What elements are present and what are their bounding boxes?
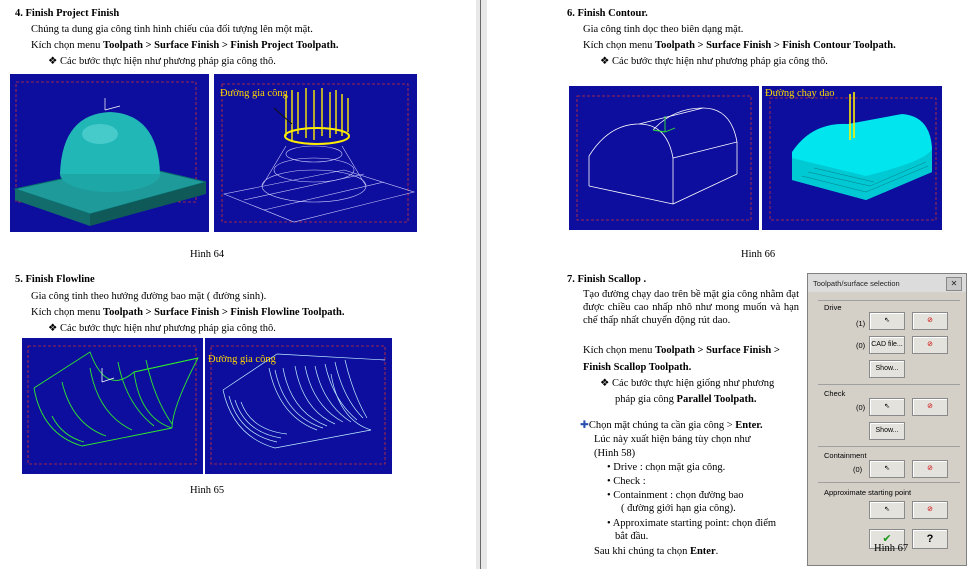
section-7-bullet-2: pháp gia công Parallel Toolpath. xyxy=(615,394,757,405)
clear-selection-icon: ⊘ xyxy=(927,506,933,513)
drive-group-divider xyxy=(818,300,960,302)
section-4-heading: 4. Finish Project Finish xyxy=(15,8,120,19)
drive-clear-button[interactable] xyxy=(912,312,948,330)
drive-select-button[interactable] xyxy=(869,312,905,330)
cursor-arrow-icon: ⇖ xyxy=(884,506,890,513)
section-5-heading: 5. Finish Flowline xyxy=(15,274,95,285)
cursor-arrow-icon: ⇖ xyxy=(884,465,890,472)
figure-65a-surface xyxy=(22,338,203,474)
page-divider xyxy=(480,0,481,569)
caption-66: Hình 66 xyxy=(741,249,776,260)
cursor-arrow-icon: ⇖ xyxy=(884,317,890,324)
drive-label: Drive xyxy=(824,303,842,312)
figure-65b-toolpath xyxy=(205,338,392,474)
section-7-para: Tạo đường chạy dao trên bề mặt gia công nhằm đạt được chiều cao nhấp nhô như mong muốn và hạn chế thấp nhất chuyển động rút dao. xyxy=(583,289,799,326)
clear-selection-icon: ⊘ xyxy=(927,341,933,348)
list-item: • Containment : chọn đường bao xyxy=(607,490,744,501)
section-7-step: ✚Chọn mặt chúng ta cần gia công > Enter. xyxy=(580,420,763,431)
caption-64: Hình 64 xyxy=(190,249,225,260)
cad-file-clear-button[interactable] xyxy=(912,336,948,354)
clear-selection-icon: ⊘ xyxy=(927,317,933,324)
containment-label: Containment xyxy=(824,451,867,460)
section-6-menu: Kích chọn menu Toolpath > Surface Finish > Finish Contour Toolpath. xyxy=(583,40,896,51)
check-show-button[interactable]: Show... xyxy=(869,422,905,440)
cad-file-button[interactable]: CAD file... xyxy=(869,336,905,354)
question-icon: ? xyxy=(926,533,934,545)
approx-start-label: Approximate starting point xyxy=(824,488,912,497)
figure-64b-toolpath xyxy=(214,74,417,232)
section-7-after: Sau khi chúng ta chọn Enter. xyxy=(594,546,719,557)
check-clear-button[interactable] xyxy=(912,398,948,416)
left-page xyxy=(0,0,476,569)
section-7-menu: Kích chọn menu Toolpath > Surface Finish > xyxy=(583,345,780,356)
approx-group-divider xyxy=(818,482,960,484)
containment-clear-button[interactable] xyxy=(912,460,948,478)
dialog-title: Toolpath/surface selection xyxy=(813,279,900,288)
caption-67: Hình 67 xyxy=(874,543,909,554)
caption-65: Hình 65 xyxy=(190,485,225,496)
drive-count-2: (0) xyxy=(856,341,866,350)
close-button[interactable]: ✕ xyxy=(946,277,962,291)
section-5-menu: Kích chọn menu Toolpath > Surface Finish > Finish Flowline Toolpath. xyxy=(31,307,345,318)
containment-select-button[interactable] xyxy=(869,460,905,478)
check-label: Check xyxy=(824,389,846,398)
section-6-bullet: ❖ Các bước thực hiện như phương pháp gia công thô. xyxy=(600,56,828,67)
section-7-step-l3: (Hình 58) xyxy=(594,448,636,459)
dialog-titlebar xyxy=(808,274,966,292)
clear-selection-icon: ⊘ xyxy=(927,465,933,472)
section-6-heading: 6. Finish Contour. xyxy=(567,8,648,19)
check-group-divider xyxy=(818,384,960,386)
figure-64a-dome xyxy=(10,74,209,232)
figure-66-label: Đường chạy dao xyxy=(765,88,835,99)
list-item: ( đường giới hạn gia công). xyxy=(621,503,736,514)
section-7-heading: 7. Finish Scallop . xyxy=(567,274,647,285)
approx-select-button[interactable] xyxy=(869,501,905,519)
help-button[interactable] xyxy=(912,529,948,549)
list-item: • Drive : chọn mặt gia công. xyxy=(607,462,726,473)
list-item: bắt đầu. xyxy=(615,531,649,542)
list-item: • Check : xyxy=(607,476,646,487)
section-4-desc: Chúng ta dung gia công tinh hình chiếu của đối tượng lên một mặt. xyxy=(31,24,313,35)
figure-65-label: Đường gia công xyxy=(208,354,276,365)
section-7-bullet-1: ❖ Các bước thực hiện giống như phương xyxy=(600,378,775,389)
toolpath-surface-selection-dialog xyxy=(807,273,967,566)
containment-group-divider xyxy=(818,446,960,448)
drive-show-button[interactable]: Show... xyxy=(869,360,905,378)
containment-count: (0) xyxy=(853,465,863,474)
check-select-button[interactable] xyxy=(869,398,905,416)
section-5-desc: Gia công tinh theo hướng đường bao mặt ( đường sinh). xyxy=(31,291,267,302)
section-7-step-l2: Lúc này xuất hiện bảng tùy chọn như xyxy=(594,434,751,445)
cursor-arrow-icon: ⇖ xyxy=(884,403,890,410)
section-5-bullet: ❖ Các bước thực hiện như phương pháp gia công thô. xyxy=(48,323,276,334)
approx-clear-button[interactable] xyxy=(912,501,948,519)
section-6-desc: Gia công tinh dọc theo biên dạng mặt. xyxy=(583,24,744,35)
figure-66b-toolpath xyxy=(762,86,942,230)
section-4-menu: Kích chọn menu Toolpath > Surface Finish > Finish Project Toolpath. xyxy=(31,40,339,51)
figure-64-label: Đường gia công xyxy=(220,88,288,99)
drive-count-1: (1) xyxy=(856,319,866,328)
checkmark-icon: ✔ xyxy=(882,533,892,545)
list-item: • Approximate starting point: chọn điểm xyxy=(607,518,777,529)
section-7-menu-cont: Finish Scallop Toolpath. xyxy=(583,362,692,373)
section-4-bullet: ❖ Các bước thực hiện như phương pháp gia công thô. xyxy=(48,56,276,67)
figure-66a-wireframe xyxy=(569,86,759,230)
check-count: (0) xyxy=(856,403,866,412)
clear-selection-icon: ⊘ xyxy=(927,403,933,410)
